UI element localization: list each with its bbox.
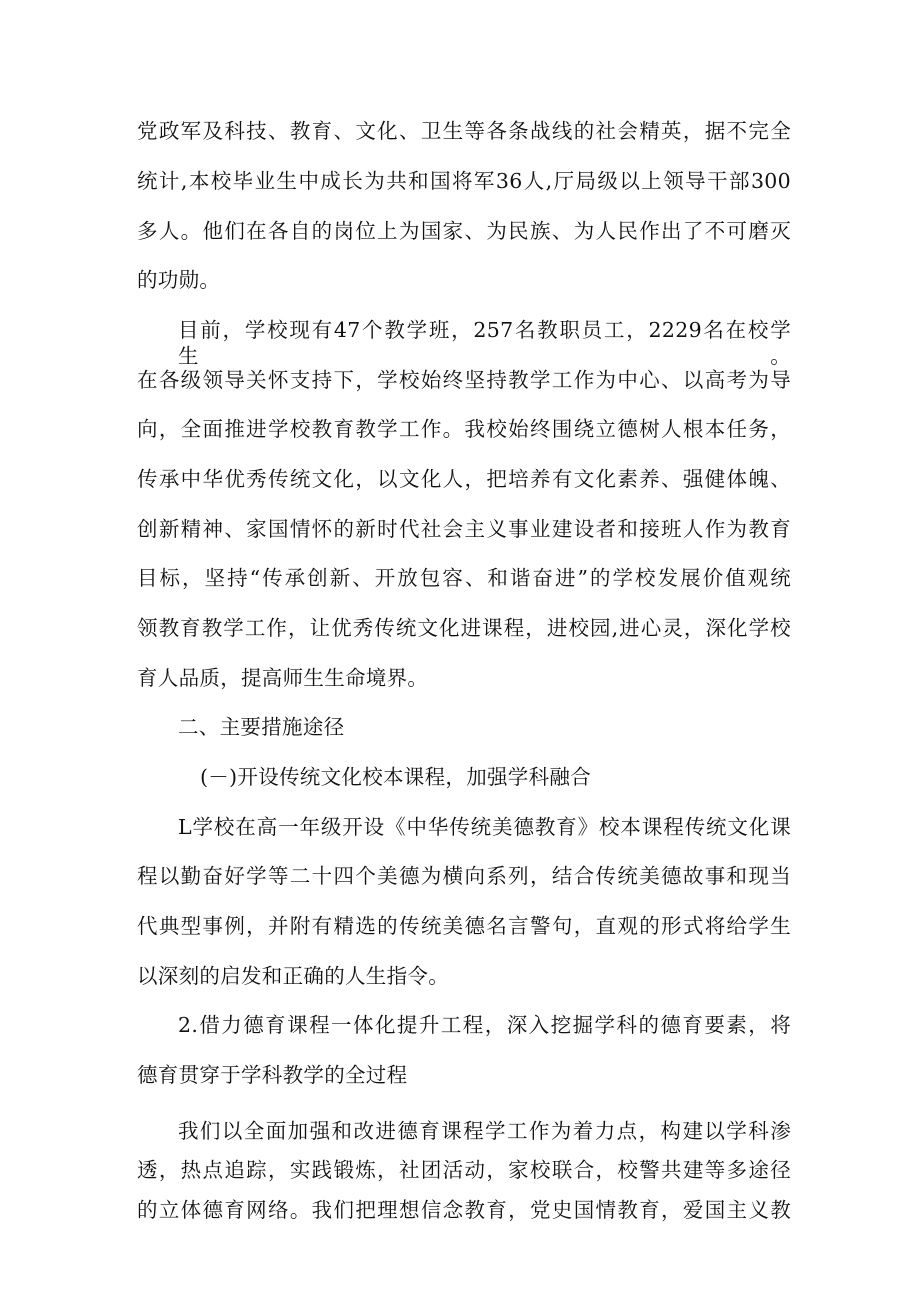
text-line: 多人。他们在各自的岗位上为国家、为民族、为人民作出了不可磨灭 — [137, 219, 791, 243]
text-line: 以深刻的启发和正确的人生指令。 — [137, 964, 449, 988]
text-line: 领教育教学工作，让优秀传统文化进课程，进校园,进心灵，深化学校 — [137, 616, 791, 640]
text-line: 党政军及科技、教育、文化、卫生等各条战线的社会精英，据不完全 — [137, 119, 791, 143]
text-line: 代典型事例，并附有精选的传统美德名言警句，直观的形式将给学生 — [137, 914, 791, 938]
text-line: 的功勋。 — [137, 268, 221, 292]
text-line: 创新精神、家国情怀的新时代社会主义事业建设者和接班人作为教育 — [137, 517, 791, 541]
text-line: 2.借力德育课程一体化提升工程，深入挖掘学科的德育要素，将 — [178, 1013, 791, 1037]
text-line: 在各级领导关怀支持下，学校始终坚持教学工作为中心、以高考为导 — [137, 368, 791, 392]
text-line: 德育贯穿于学科教学的全过程 — [137, 1063, 408, 1087]
text-line: 程以勤奋好学等二十四个美德为横向系列，结合传统美德故事和现当 — [137, 864, 791, 888]
text-line: 透，热点追踪，实践锻炼，社团活动，家校联合，校警共建等多途径 — [137, 1158, 791, 1182]
text-line: 传承中华优秀传统文化，以文化人，把培养有文化素养、强健体魄、 — [137, 467, 791, 491]
text-line: L学校在高一年级开设《中华传统美德教育》校本课程传统文化课 — [178, 815, 791, 839]
subsection-heading-course: (－)开设传统文化校本课程，加强学科融合 — [200, 765, 591, 789]
section-heading-measures: 二、主要措施途径 — [178, 715, 345, 739]
text-line: 目前，学校现有47个教学班，257名教职员工，2229名在校学生。 — [178, 318, 791, 368]
text-line: 向，全面推进学校教育教学工作。我校始终围绕立德树人根本任务， — [137, 417, 791, 441]
text-line: 统计,本校毕业生中成长为共和国将军36人,厅局级以上领导干部300 — [137, 169, 791, 193]
text-line: 的立体德育网络。我们把理想信念教育，党史国情教育，爱国主义教 — [137, 1198, 791, 1222]
text-line: 育人品质，提高师生生命境界。 — [137, 666, 429, 690]
text-line: 目标，坚持“传承创新、开放包容、和谐奋进”的学校发展价值观统 — [137, 566, 791, 590]
text-line: 我们以全面加强和改进德育课程学工作为着力点，构建以学科渗 — [178, 1119, 791, 1143]
